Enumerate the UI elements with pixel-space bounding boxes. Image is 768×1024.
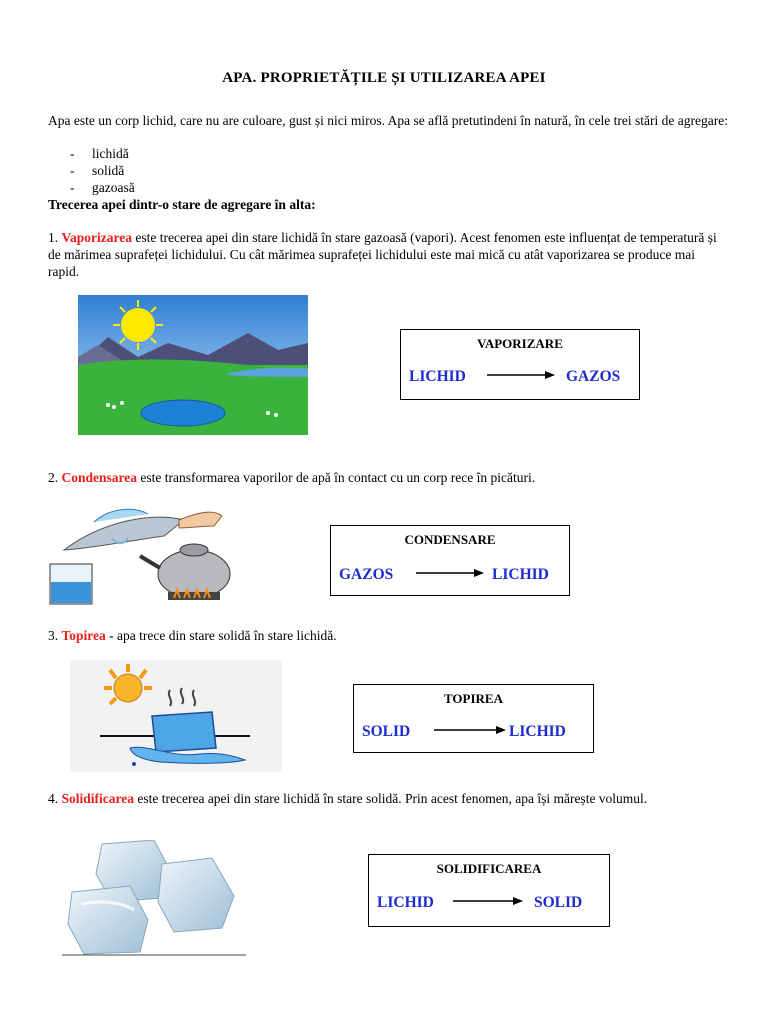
state-from: SOLID xyxy=(362,723,411,740)
term-condensarea: Condensarea xyxy=(61,470,138,485)
topire-box xyxy=(353,684,594,753)
solidificare-box xyxy=(368,854,610,927)
intro-paragraph: Apa este un corp lichid, care nu are culoare, gust și nici miros. Apa se află pretutindeni în natură, în cele trei stări de agregare: xyxy=(48,113,728,128)
section-topire-text: 3. Topirea - apa trece din stare solidă în stare lichidă. xyxy=(48,628,337,643)
state-to: GAZOS xyxy=(566,368,621,385)
box-title: TOPIREA xyxy=(444,691,503,706)
term-solidificarea: Solidificarea xyxy=(61,791,134,806)
state-to: SOLID xyxy=(534,894,583,911)
section-vaporizare-text: 1. Vaporizarea este trecerea apei din stare lichidă în stare gazoasă (vapori). Acest fenomen este influențat de temperatură și de mărimea suprafeței lichidului. Cu cât mărimea suprafeței lichidului este mai mică cu atât vaporizarea se produce mai rapid. xyxy=(48,230,717,279)
state-from: GAZOS xyxy=(339,566,394,583)
box-title: SOLIDIFICAREA xyxy=(436,861,542,876)
list-item: - solidă xyxy=(70,163,125,178)
ice-cubes-image xyxy=(62,840,246,958)
list-item: - lichidă xyxy=(70,146,129,161)
term-topirea: Topirea xyxy=(61,628,106,643)
state-to: LICHID xyxy=(492,566,549,583)
list-item: - gazoasă xyxy=(70,180,135,195)
arrow-right-icon xyxy=(416,568,484,578)
state-from: LICHID xyxy=(377,894,434,911)
landscape-sun-lake-image xyxy=(78,295,308,435)
state-from: LICHID xyxy=(409,368,466,385)
state-to: LICHID xyxy=(509,723,566,740)
arrow-right-icon xyxy=(434,725,506,735)
page-title: APA. PROPRIETĂȚILE ȘI UTILIZAREA APEI xyxy=(222,70,546,86)
arrow-right-icon xyxy=(453,896,523,906)
states-list xyxy=(70,146,135,197)
lid-over-kettle-image xyxy=(44,500,244,608)
section-solidificare-text: 4. Solidificarea este trecerea apei din stare lichidă în stare solidă. Prin acest fenomen, apa își mărește volumul. xyxy=(48,791,648,806)
box-title: CONDENSARE xyxy=(404,532,496,547)
vaporizare-box xyxy=(400,329,640,400)
section-condensare-text: 2. Condensarea este transformarea vaporilor de apă în contact cu un corp rece în picături. xyxy=(48,470,536,485)
term-vaporizarea: Vaporizarea xyxy=(61,230,132,245)
box-title: VAPORIZARE xyxy=(477,336,563,351)
sun-melting-ice-image xyxy=(70,660,282,772)
arrow-right-icon xyxy=(487,370,555,380)
subheading: Trecerea apei dintr-o stare de agregare în alta: xyxy=(48,197,316,212)
condensare-box xyxy=(330,525,570,596)
